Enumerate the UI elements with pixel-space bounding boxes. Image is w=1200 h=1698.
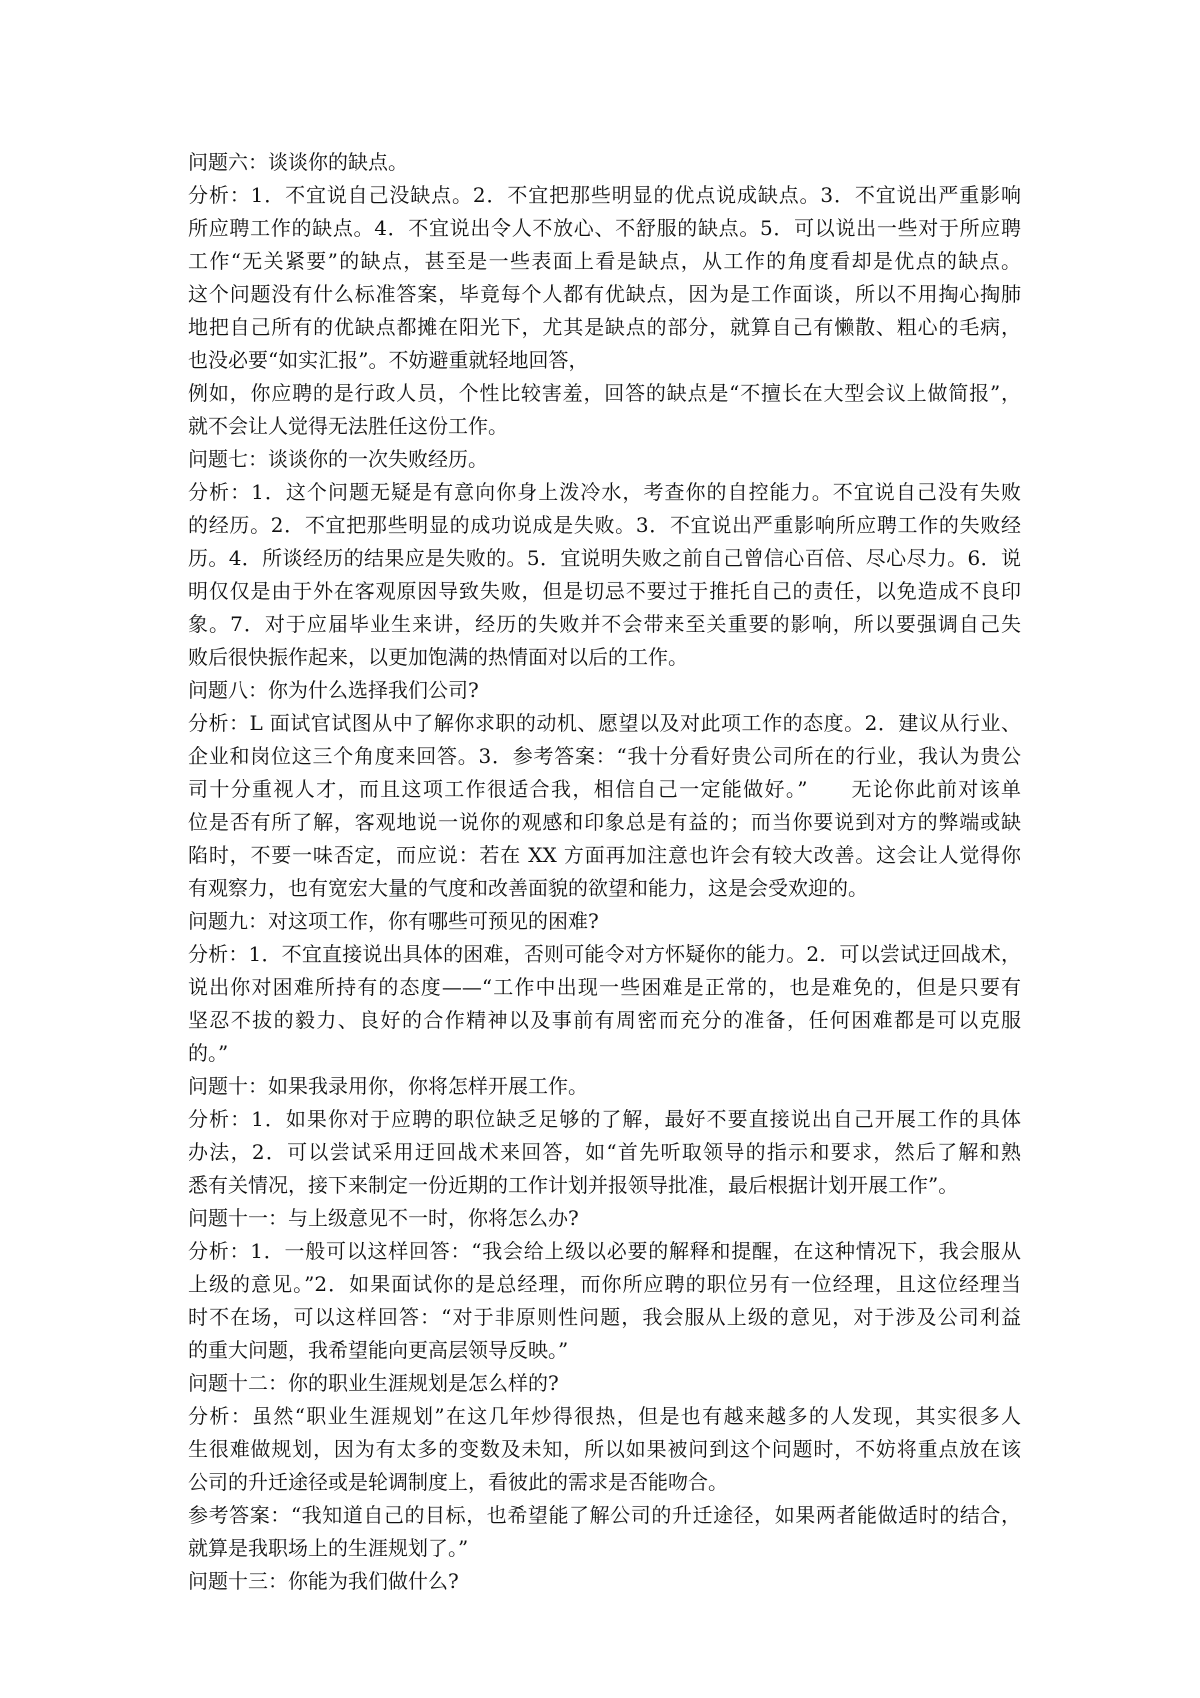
text-line: 的经历。2．不宜把那些明显的成功说成是失败。3．不宜说出严重影响所应聘工作的失败经 bbox=[188, 513, 1021, 537]
text-line: 工作“无关紧要”的缺点，甚至是一些表面上看是缺点，从工作的角度看却是优点的缺点。 bbox=[188, 249, 1021, 273]
text-line: 明仅仅是由于外在客观原因导致失败，但是切忌不要过于推托自己的责任，以免造成不良印 bbox=[188, 579, 1021, 603]
text-line: 分析：1．这个问题无疑是有意向你身上泼冷水，考查你的自控能力。不宜说自己没有失败 bbox=[188, 480, 1021, 504]
text-line: 坚忍不拔的毅力、良好的合作精神以及事前有周密而充分的准备，任何困难都是可以克服 bbox=[188, 1008, 1021, 1032]
text-line: 分析：L 面试官试图从中了解你求职的动机、愿望以及对此项工作的态度。2．建议从行业、 bbox=[188, 711, 1021, 735]
text-line: 就算是我职场上的生涯规划了。” bbox=[188, 1536, 469, 1560]
text-line: 公司的升迁途径或是轮调制度上，看彼此的需求是否能吻合。 bbox=[188, 1470, 728, 1494]
text-line: 办法，2．可以尝试采用迂回战术来回答，如“首先听取领导的指示和要求，然后了解和熟 bbox=[188, 1140, 1021, 1164]
text-line: 企业和岗位这三个角度来回答。3．参考答案：“我十分看好贵公司所在的行业，我认为贵公 bbox=[188, 744, 1021, 768]
text-line: 就不会让人觉得无法胜任这份工作。 bbox=[188, 414, 508, 438]
text-line: 也没必要“如实汇报”。不妨避重就轻地回答， bbox=[188, 348, 589, 372]
text-line: 悉有关情况，接下来制定一份近期的工作计划并报领导批准，最后根据计划开展工作”。 bbox=[188, 1173, 959, 1197]
text-line: 败后很快振作起来，以更加饱满的热情面对以后的工作。 bbox=[188, 645, 688, 669]
text-line: 分析：1．如果你对于应聘的职位缺乏足够的了解，最好不要直接说出自己开展工作的具体 bbox=[188, 1107, 1021, 1131]
text-line: 问题十：如果我录用你，你将怎样开展工作。 bbox=[188, 1074, 588, 1098]
text-line: 问题十三：你能为我们做什么? bbox=[188, 1569, 459, 1593]
text-line: 的重大问题，我希望能向更高层领导反映。” bbox=[188, 1338, 569, 1362]
text-line: 问题八：你为什么选择我们公司? bbox=[188, 678, 479, 702]
text-line: 问题七：谈谈你的一次失败经历。 bbox=[188, 447, 488, 471]
text-line: 参考答案：“我知道自己的目标，也希望能了解公司的升迁途径，如果两者能做适时的结合， bbox=[188, 1503, 1021, 1527]
text-line: 历。4．所谈经历的结果应是失败的。5．宜说明失败之前自己曾信心百倍、尽心尽力。6．说 bbox=[188, 546, 1021, 570]
text-line: 有观察力，也有宽宏大量的气度和改善面貌的欲望和能力，这是会受欢迎的。 bbox=[188, 876, 868, 900]
text-line: 问题十二：你的职业生涯规划是怎么样的? bbox=[188, 1371, 559, 1395]
text-line: 分析：1．一般可以这样回答：“我会给上级以必要的解释和提醒，在这种情况下，我会服从 bbox=[188, 1239, 1021, 1263]
text-line: 问题九：对这项工作，你有哪些可预见的困难? bbox=[188, 909, 599, 933]
text-line: 生很难做规划，因为有太多的变数及未知，所以如果被问到这个问题时，不妨将重点放在该 bbox=[188, 1437, 1021, 1461]
text-line: 问题六：谈谈你的缺点。 bbox=[188, 150, 408, 174]
text-line: 的。” bbox=[188, 1041, 229, 1065]
text-line: 上级的意见。”2．如果面试你的是总经理，而你所应聘的职位另有一位经理，且这位经理当 bbox=[188, 1272, 1021, 1296]
text-line: 时不在场，可以这样回答：“对于非原则性问题，我会服从上级的意见，对于涉及公司利益 bbox=[188, 1305, 1021, 1329]
text-line: 所应聘工作的缺点。4．不宜说出令人不放心、不舒服的缺点。5．可以说出一些对于所应聘 bbox=[188, 216, 1021, 240]
text-line: 分析：虽然“职业生涯规划”在这几年炒得很热，但是也有越来越多的人发现，其实很多人 bbox=[188, 1404, 1021, 1428]
text-line: 例如，你应聘的是行政人员，个性比较害羞，回答的缺点是“不擅长在大型会议上做简报”， bbox=[188, 381, 1021, 405]
document-page bbox=[188, 146, 1021, 1598]
text-line: 地把自己所有的优缺点都摊在阳光下，尤其是缺点的部分，就算自己有懒散、粗心的毛病， bbox=[188, 315, 1021, 339]
text-line: 位是否有所了解，客观地说一说你的观感和印象总是有益的；而当你要说到对方的弊端或缺 bbox=[188, 810, 1021, 834]
text-line: 司十分重视人才，而且这项工作很适合我，相信自己一定能做好。” 无论你此前对该单 bbox=[188, 777, 1021, 801]
text-line: 这个问题没有什么标准答案，毕竟每个人都有优缺点，因为是工作面谈，所以不用掏心掏肺 bbox=[188, 282, 1021, 306]
text-line: 问题十一：与上级意见不一时，你将怎么办? bbox=[188, 1206, 579, 1230]
text-line: 象。7．对于应届毕业生来讲，经历的失败并不会带来至关重要的影响，所以要强调自己失 bbox=[188, 612, 1021, 636]
text-line: 陷时，不要一味否定，而应说：若在 XX 方面再加注意也许会有较大改善。这会让人觉得你 bbox=[188, 843, 1021, 867]
text-line: 说出你对困难所持有的态度——“工作中出现一些困难是正常的，也是难免的，但是只要有 bbox=[188, 975, 1021, 999]
text-line: 分析：1．不宜直接说出具体的困难，否则可能令对方怀疑你的能力。2．可以尝试迂回战术， bbox=[188, 942, 1021, 966]
text-line: 分析：1．不宜说自己没缺点。2．不宜把那些明显的优点说成缺点。3．不宜说出严重影响 bbox=[188, 183, 1021, 207]
